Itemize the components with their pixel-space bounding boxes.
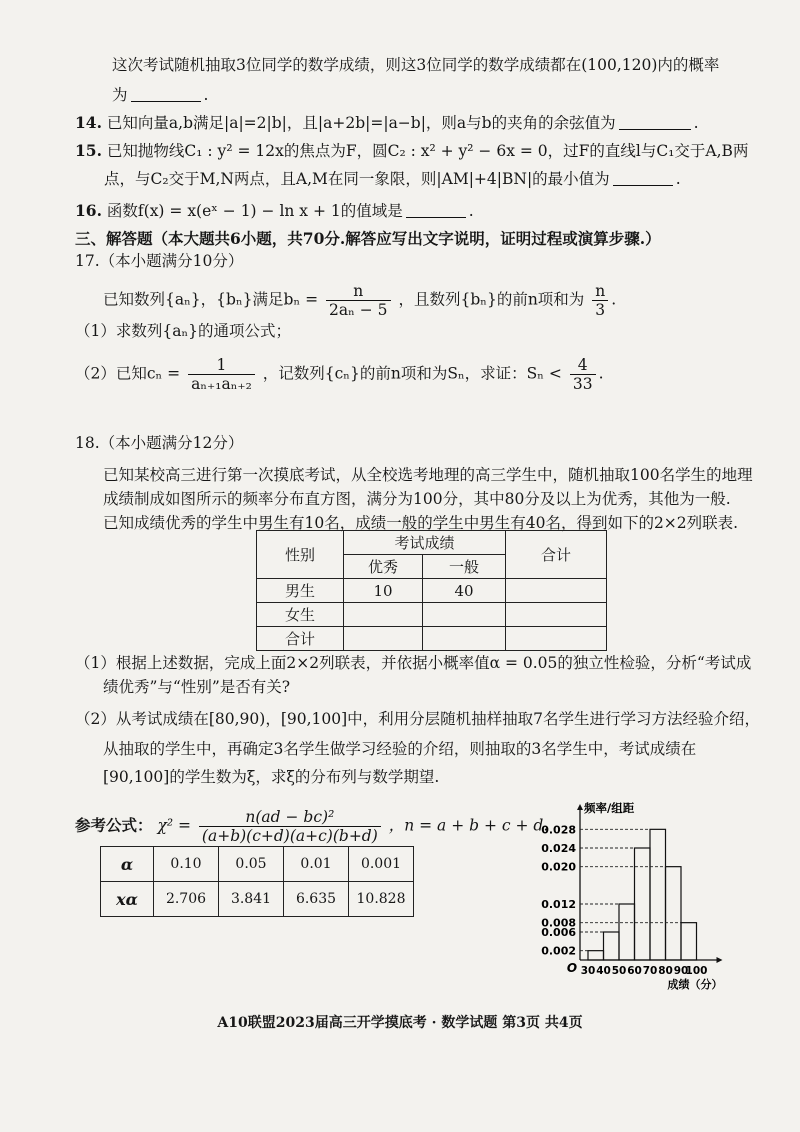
x-axis-label: 成绩（分）: [667, 978, 723, 990]
male-good-cell: 10: [344, 579, 423, 603]
x-tick-label: 80: [658, 965, 673, 977]
q13-line2: 为 .: [112, 86, 209, 104]
alpha-value: 0.01: [284, 847, 349, 882]
row-female-label: 女生: [257, 603, 344, 627]
female-total-cell[interactable]: [506, 603, 607, 627]
x-tick-label: 90: [673, 965, 689, 977]
alpha-label: α: [101, 847, 154, 882]
y-axis-label: 频率/组距: [584, 801, 635, 815]
x-tick-label: 40: [596, 965, 611, 977]
x-tick-label: 60: [627, 965, 642, 977]
x-alpha-value: 10.828: [349, 882, 414, 917]
x-alpha-value: 3.841: [219, 882, 284, 917]
q18-part2-c: [90,100]的学生数为ξ，求ξ的分布列与数学期望.: [103, 768, 440, 786]
q18-part1-a: （1）根据上述数据，完成上面2×2列联表，并依据小概率值α = 0.05的独立性检验，分析“考试成: [75, 654, 752, 672]
x-tick-label: 70: [642, 965, 658, 977]
frequency-histogram: [520, 800, 790, 990]
answer-blank[interactable]: [131, 86, 201, 102]
histogram-bar: [666, 867, 682, 960]
q17-intro: 已知数列{aₙ}，{bₙ}满足bₙ = $\frac{n}{\text{2aₙ − 5}}$ ，且数列{bₙ}的前n项和为 $\frac{n}{3}$ .: [103, 282, 617, 319]
q18-heading: 18.（本小题满分12分）: [75, 434, 244, 452]
alpha-value: 0.10: [154, 847, 219, 882]
section-3-heading: 三、解答题（本大题共6小题，共70分.解答应写出文字说明，证明过程或演算步骤.）: [75, 229, 661, 248]
q18-intro-1: 已知某校高三进行第一次摸底考试，从全校选考地理的高三学生中，随机抽取100名学生的地理: [103, 466, 753, 484]
q18-intro-3: 已知成绩优秀的学生中男生有10名，成绩一般的学生中男生有40名，得到如下的2×2列联表.: [103, 514, 739, 532]
female-normal-cell[interactable]: [423, 603, 506, 627]
y-tick-label: 0.020: [541, 860, 576, 874]
origin-label: O: [566, 961, 578, 975]
y-axis-arrow: [577, 804, 583, 810]
q18-part1-b: 绩优秀”与“性别”是否有关?: [103, 678, 291, 696]
critical-value-table: [100, 846, 414, 917]
male-total-cell[interactable]: [506, 579, 607, 603]
q17-part1: （1）求数列{aₙ}的通项公式；: [75, 322, 292, 340]
contingency-table: [256, 530, 607, 651]
header-total: 合计: [506, 531, 607, 579]
y-tick-label: 0.024: [541, 842, 576, 855]
y-tick-label: 0.012: [541, 898, 576, 911]
histogram-bar: [650, 829, 666, 960]
x-axis-arrow: [717, 957, 723, 963]
q17-part2: （2）已知cₙ = $\frac{1}{\text{aₙ₊₁aₙ₊₂}}$ ，记数列{cₙ}的前n项和为Sₙ，求证：Sₙ < $\frac{4}{33}$ .: [75, 356, 604, 393]
answer-blank[interactable]: [406, 202, 466, 218]
table-row: [257, 579, 607, 603]
histogram-bar: [619, 904, 635, 960]
table-row: [101, 882, 414, 917]
female-good-cell[interactable]: [344, 603, 423, 627]
table-row: [101, 847, 414, 882]
alpha-value: 0.001: [349, 847, 414, 882]
row-male-label: 男生: [257, 579, 344, 603]
reference-formula: 参考公式： χ² = $\frac{\text{n(ad − bc)²}}{(a+b)(c+d)(a+c)(b+d)}$ ，n = a + b + c + d.: [75, 808, 549, 845]
x-tick-label: 100: [685, 965, 708, 977]
answer-blank[interactable]: [613, 170, 673, 186]
header-gender: 性别: [257, 531, 344, 579]
row-total-label: 合计: [257, 627, 344, 651]
histogram-bar: [604, 932, 620, 960]
x-tick-label: 50: [611, 965, 627, 977]
male-normal-cell: 40: [423, 579, 506, 603]
histogram-bar: [681, 923, 697, 960]
y-tick-label: 0.002: [541, 944, 576, 958]
q18-intro-2: 成绩制成如图所示的频率分布直方图，满分为100分，其中80分及以上为优秀，其他为一般.: [103, 490, 731, 508]
x-alpha-label: xα: [101, 882, 154, 917]
x-tick-label: 30: [580, 965, 596, 977]
total-good-cell[interactable]: [344, 627, 423, 651]
question-15-line1: 15. 已知抛物线C₁ : y² = 12x的焦点为F，圆C₂ : x² + y² − 6x = 0，过F的直线l与C₁交于A,B两: [75, 141, 749, 160]
y-tick-label: 0.006: [541, 926, 576, 939]
page-footer: A10联盟2023届高三开学摸底考 · 数学试题 第3页 共4页: [217, 1015, 583, 1031]
question-14: 14. 已知向量a,b满足|a|=2|b|，且|a+2b|=|a−b|，则a与b的夹角的余弦值为 .: [75, 113, 699, 132]
x-alpha-value: 2.706: [154, 882, 219, 917]
header-score: 考试成绩: [344, 531, 506, 555]
question-16: 16. 函数f(x) = x(eˣ − 1) − ln x + 1的值域是 .: [75, 201, 474, 220]
total-normal-cell[interactable]: [423, 627, 506, 651]
header-good: 优秀: [344, 555, 423, 579]
histogram-bar: [588, 951, 604, 960]
total-total-cell[interactable]: [506, 627, 607, 651]
q18-part2-a: （2）从考试成绩在[80,90)，[90,100]中，利用分层随机抽样抽取7名学生进行学习方法经验介绍，: [75, 710, 761, 728]
q13-line1: 这次考试随机抽取3位同学的数学成绩，则这3位同学的数学成绩都在(100,120)内的概率: [112, 56, 720, 74]
q18-part2-b: 从抽取的学生中，再确定3名学生做学习经验的介绍，则抽取的3名学生中，考试成绩在: [103, 740, 697, 758]
alpha-value: 0.05: [219, 847, 284, 882]
histogram-bar: [635, 848, 651, 960]
q17-heading: 17.（本小题满分10分）: [75, 252, 244, 270]
x-alpha-value: 6.635: [284, 882, 349, 917]
table-row: [257, 603, 607, 627]
y-tick-label: 0.008: [541, 916, 576, 930]
question-15-line2: 点，与C₂交于M,N两点，且A,M在同一象限，则|AM|+4|BN|的最小值为 .: [104, 170, 681, 188]
answer-blank[interactable]: [619, 114, 691, 130]
table-row: [257, 627, 607, 651]
header-normal: 一般: [423, 555, 506, 579]
y-tick-label: 0.028: [541, 823, 576, 837]
